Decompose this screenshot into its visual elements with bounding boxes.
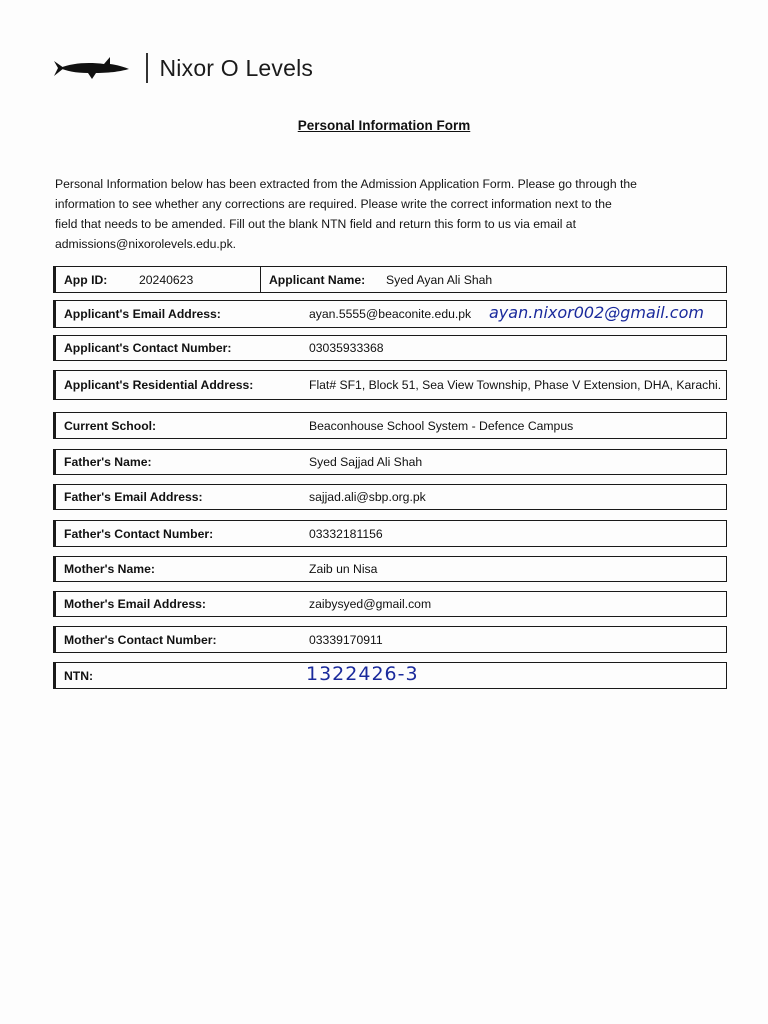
mother-contact-row bbox=[53, 626, 727, 653]
field-value: zaibysyed@gmail.com bbox=[309, 597, 432, 611]
field-value: Beaconhouse School System - Defence Campus bbox=[309, 418, 574, 433]
field-label: Father's Email Address: bbox=[64, 490, 203, 504]
intro-line: information to see whether any corrections are required. Please write the correct information next to the bbox=[55, 197, 612, 211]
mother-email-row bbox=[53, 591, 727, 617]
handwritten-correction: ayan.nixor002@gmail.com bbox=[489, 303, 704, 322]
applicant-email-row bbox=[53, 300, 727, 328]
field-value: Syed Sajjad Ali Shah bbox=[309, 455, 423, 469]
field-label: Father's Name: bbox=[64, 455, 152, 469]
field-label: Applicant's Email Address: bbox=[64, 307, 221, 321]
brand-header bbox=[52, 52, 313, 84]
form-title: Personal Information Form bbox=[297, 118, 471, 133]
field-value: 03339170911 bbox=[309, 632, 383, 647]
applicant-name-cell bbox=[261, 267, 726, 292]
field-label: Mother's Email Address: bbox=[64, 597, 206, 611]
field-value: sajjad.ali@sbp.org.pk bbox=[309, 490, 426, 504]
field-value: Flat# SF1, Block 51, Sea View Township, Phase V Extension, DHA, Karachi. bbox=[309, 378, 722, 392]
ntn-row bbox=[53, 662, 727, 689]
field-value: ayan.5555@beaconite.edu.pk bbox=[309, 307, 472, 321]
logo-divider bbox=[146, 53, 148, 83]
applicant-name-label: Applicant Name: bbox=[269, 272, 366, 287]
field-value: 03332181156 bbox=[309, 526, 383, 541]
father-name-row bbox=[53, 449, 727, 475]
app-id-label: App ID: bbox=[64, 272, 108, 287]
field-label: NTN: bbox=[64, 668, 94, 683]
field-label: Applicant's Contact Number: bbox=[64, 341, 232, 355]
mother-name-row bbox=[53, 556, 727, 582]
applicant-address-row bbox=[53, 370, 727, 400]
father-contact-row bbox=[53, 520, 727, 547]
app-id-cell bbox=[56, 267, 261, 292]
intro-line: admissions@nixorolevels.edu.pk. bbox=[55, 237, 237, 251]
handwritten-ntn: 1322426-3 bbox=[306, 663, 419, 685]
father-email-row bbox=[53, 484, 727, 510]
app-id-row bbox=[53, 266, 727, 293]
current-school-row bbox=[53, 412, 727, 439]
field-value: 03035933368 bbox=[309, 341, 384, 355]
brand-name: Nixor O Levels bbox=[159, 54, 314, 81]
intro-line: Personal Information below has been extracted from the Admission Application Form. Please go through the bbox=[55, 177, 637, 191]
applicant-contact-row bbox=[53, 335, 727, 361]
field-label: Mother's Contact Number: bbox=[64, 632, 217, 647]
intro-paragraph bbox=[55, 174, 695, 254]
applicant-name-value: Syed Ayan Ali Shah bbox=[386, 272, 493, 287]
field-value: Zaib un Nisa bbox=[309, 562, 378, 576]
field-label: Applicant's Residential Address: bbox=[64, 378, 254, 392]
shark-icon bbox=[52, 53, 130, 83]
intro-line: field that needs to be amended. Fill out the blank NTN field and return this form to us via email at bbox=[55, 217, 576, 231]
field-label: Mother's Name: bbox=[64, 562, 155, 576]
field-label: Current School: bbox=[64, 418, 157, 433]
field-label: Father's Contact Number: bbox=[64, 526, 214, 541]
app-id-value: 20240623 bbox=[139, 272, 194, 287]
